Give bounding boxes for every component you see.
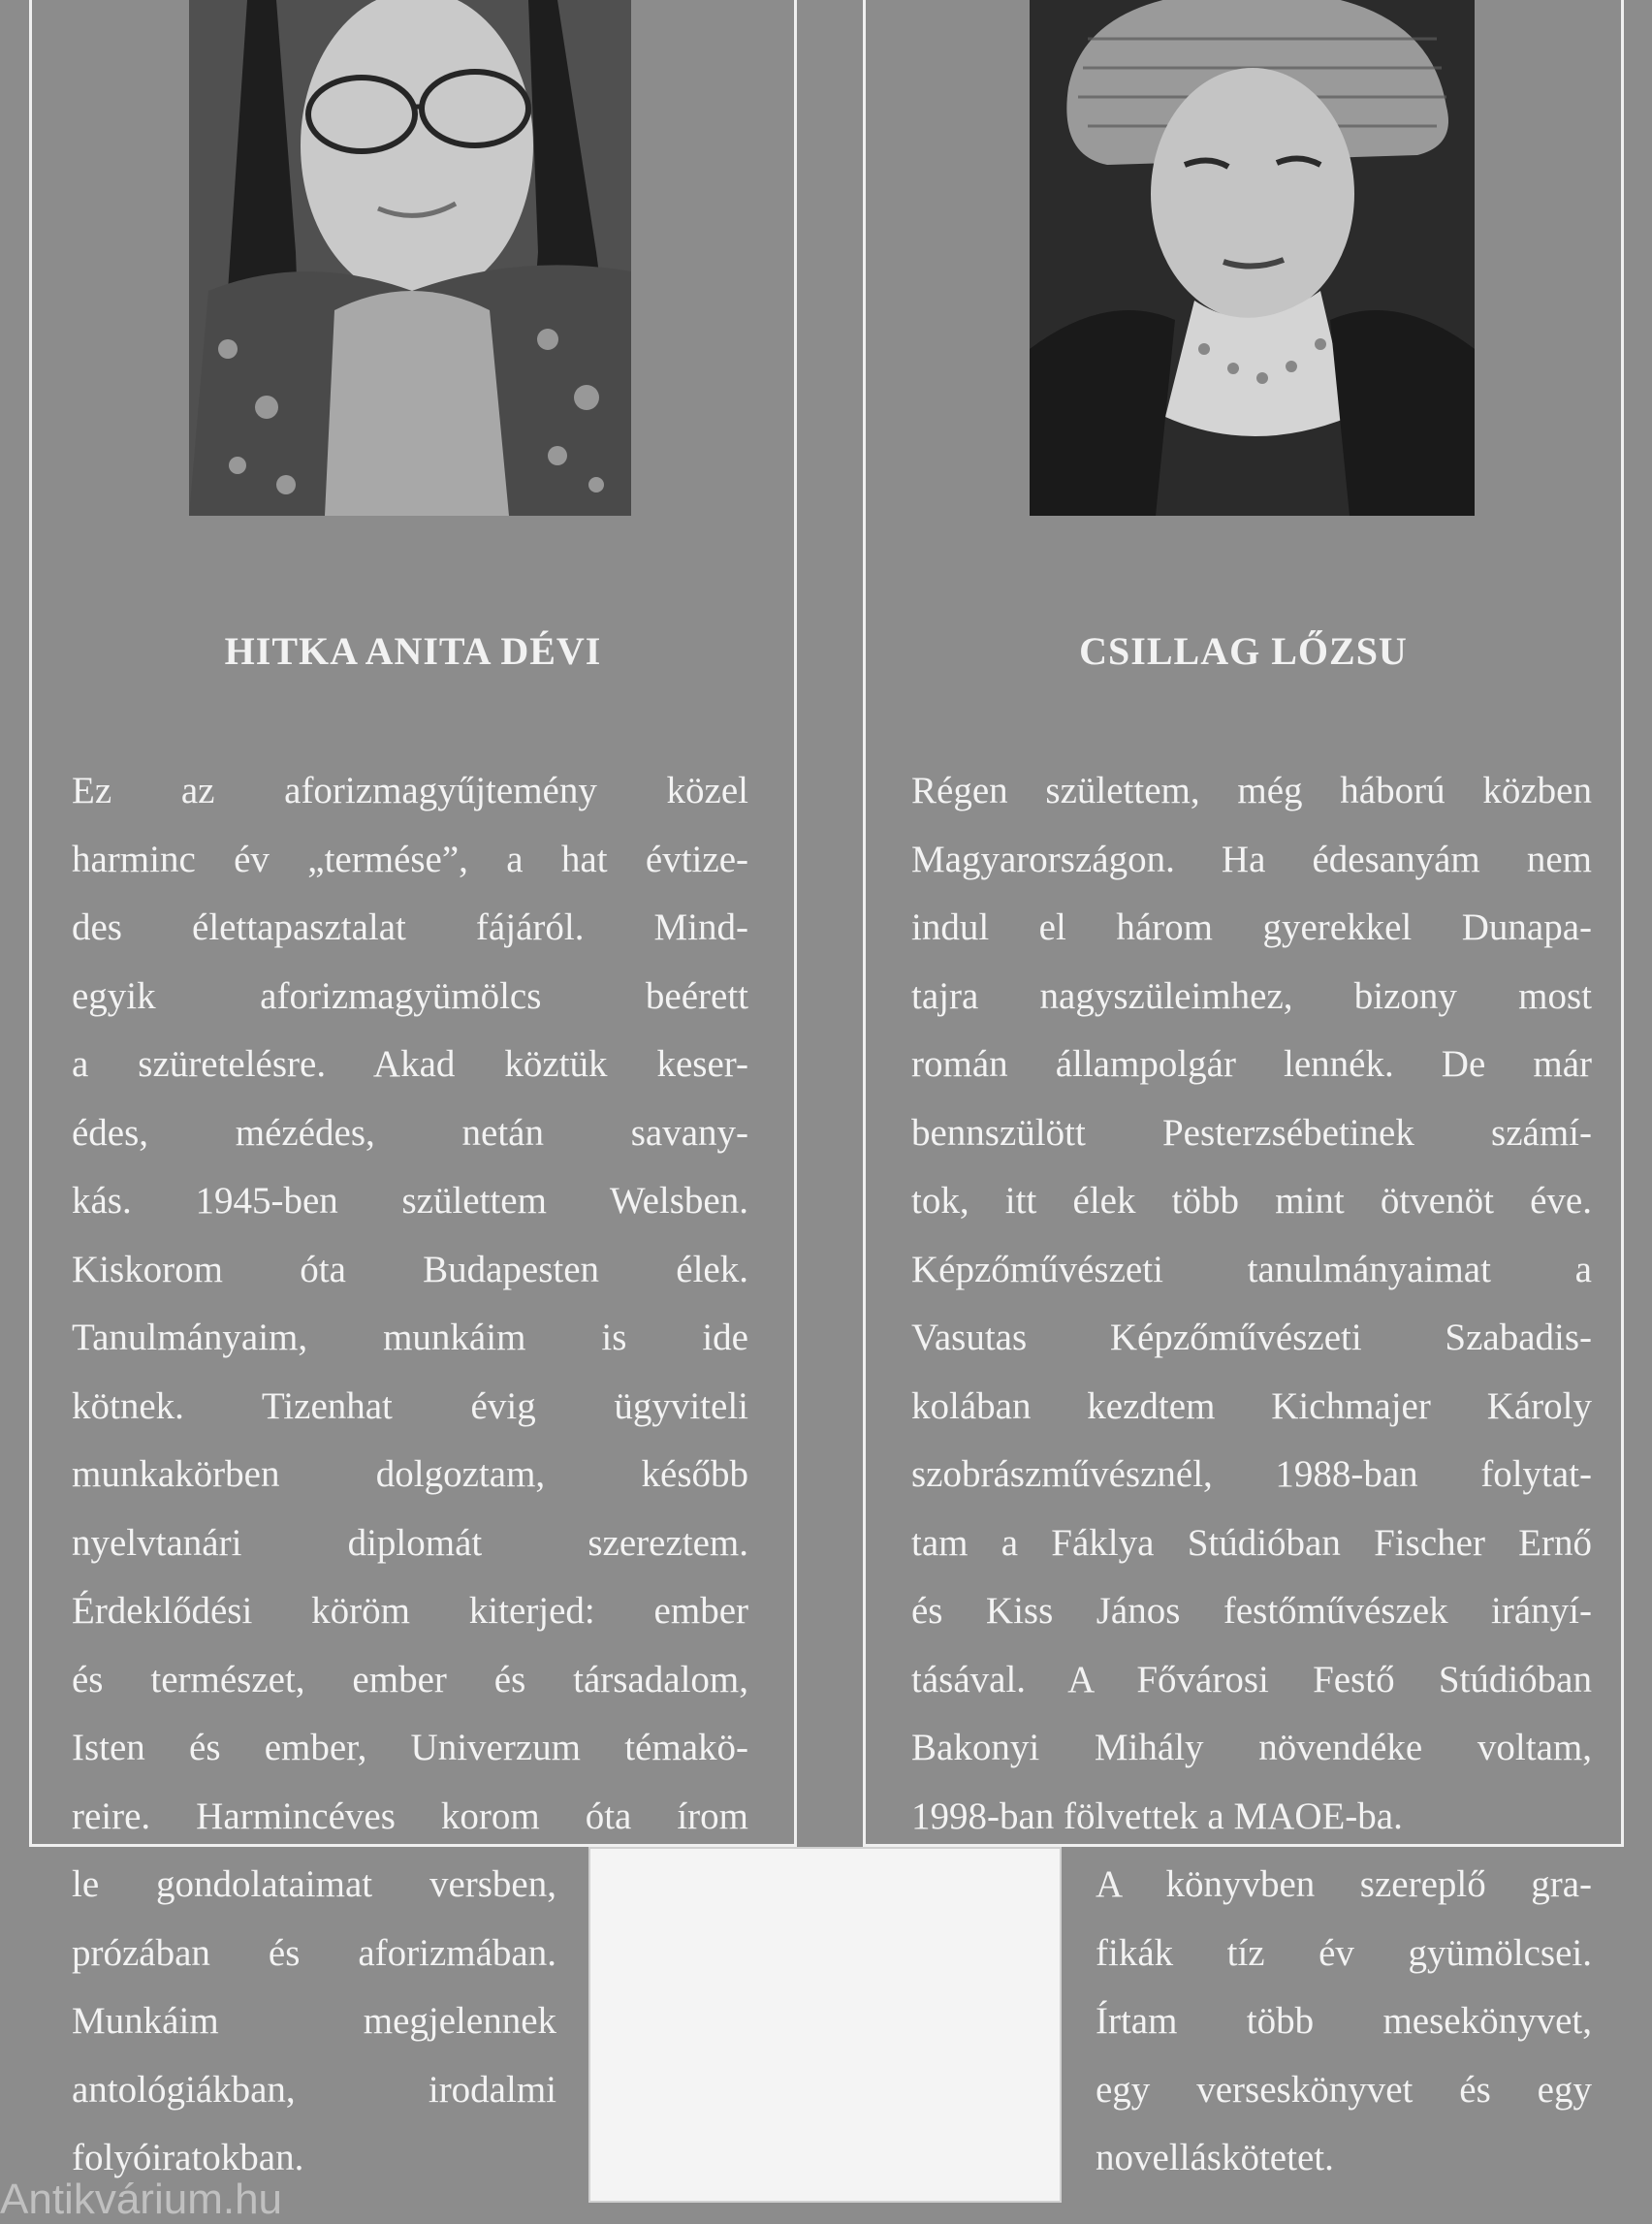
bio-line: román állampolgár lennék. De már xyxy=(911,1043,1592,1085)
bio-line: tok, itt élek több mint ötvenöt éve. xyxy=(911,1180,1592,1222)
bio-line: Régen születtem, még háború közben xyxy=(911,770,1592,811)
bio-line: novelláskötetet. xyxy=(1096,2137,1334,2178)
bio-line: Ez az aforizmagyűjtemény közel xyxy=(72,770,748,811)
left-author-name: HITKA ANITA DÉVI xyxy=(224,629,602,673)
bio-line: Isten és ember, Univerzum témakö- xyxy=(72,1727,748,1768)
bio-line: nyelvtanári diplomát szereztem. xyxy=(72,1521,748,1564)
bio-line: Képzőművészeti tanulmányaimat a xyxy=(911,1248,1592,1290)
frame-rule-right-inner xyxy=(863,0,866,1847)
right-portrait-photo xyxy=(1030,0,1475,516)
bio-line: tam a Fáklya Stúdióban Fischer Ernő xyxy=(911,1521,1592,1564)
bio-line: Érdeklődési köröm kiterjed: ember xyxy=(72,1590,748,1632)
frame-rule-left-outer xyxy=(29,0,32,1847)
bio-line: le gondolataimat versben, xyxy=(72,1863,556,1905)
bio-line: reire. Harmincéves korom óta írom xyxy=(72,1795,748,1837)
white-sticker xyxy=(588,1847,1062,2203)
bio-line: 1998-ban fölvettek a MAOE-ba. xyxy=(911,1795,1403,1837)
bio-line: bennszülött Pesterzsébetinek számí- xyxy=(911,1111,1592,1154)
left-portrait-photo xyxy=(189,0,631,516)
bio-line: és Kiss János festőművészek irányí- xyxy=(911,1590,1592,1632)
bio-line: harminc év „termése”, a hat évtize- xyxy=(72,838,748,880)
bio-line: Kiskorom óta Budapesten élek. xyxy=(72,1248,748,1290)
bio-line: antológiákban, irodalmi xyxy=(72,2068,556,2111)
bio-line: és természet, ember és társadalom, xyxy=(72,1658,748,1700)
bio-line: A könyvben szereplő gra- xyxy=(1096,1863,1592,1905)
bio-line: édes, mézédes, netán savany- xyxy=(72,1111,748,1154)
bio-line: Írtam több mesekönyvet, xyxy=(1096,2000,1592,2042)
right-author-name: CSILLAG LŐZSU xyxy=(1079,629,1408,673)
bio-line: Tanulmányaim, munkáim is ide xyxy=(72,1317,748,1358)
bio-line: Bakonyi Mihály növendéke voltam, xyxy=(911,1727,1592,1768)
bio-line: indul el három gyerekkel Dunapa- xyxy=(911,906,1592,948)
bio-line: prózában és aforizmában. xyxy=(72,1931,556,1974)
bio-line: des élettapasztalat fájáról. Mind- xyxy=(72,906,748,948)
bio-line: kötnek. Tizenhat évig ügyviteli xyxy=(72,1384,748,1427)
bio-line: tásával. A Fővárosi Festő Stúdióban xyxy=(911,1658,1592,1700)
frame-rule-right-outer xyxy=(1621,0,1624,1847)
watermark: Antikvárium.hu xyxy=(0,2176,283,2223)
bio-line: fikák tíz év gyümölcsei. xyxy=(1096,1931,1592,1974)
bio-line: egy verseskönyvet és egy xyxy=(1096,2068,1592,2111)
bio-line: folyóiratokban. xyxy=(72,2137,304,2178)
bio-line: egyik aforizmagyümölcs beérett xyxy=(72,974,748,1017)
bio-line: tajra nagyszüleimhez, bizony most xyxy=(911,974,1592,1017)
bio-line: Munkáim megjelennek xyxy=(72,2000,556,2042)
bio-line: Magyarországon. Ha édesanyám nem xyxy=(911,838,1592,880)
bio-line: szobrászművésznél, 1988-ban folytat- xyxy=(911,1453,1592,1495)
frame-rule-left-inner xyxy=(794,0,797,1847)
bio-line: munkakörben dolgoztam, később xyxy=(72,1453,748,1495)
bio-line: kolában kezdtem Kichmajer Károly xyxy=(911,1384,1592,1427)
bio-line: Vasutas Képzőművészeti Szabadis- xyxy=(911,1317,1592,1358)
bio-line: a szüretelésre. Akad köztük keser- xyxy=(72,1043,748,1085)
bio-line: kás. 1945-ben születtem Welsben. xyxy=(72,1180,748,1222)
